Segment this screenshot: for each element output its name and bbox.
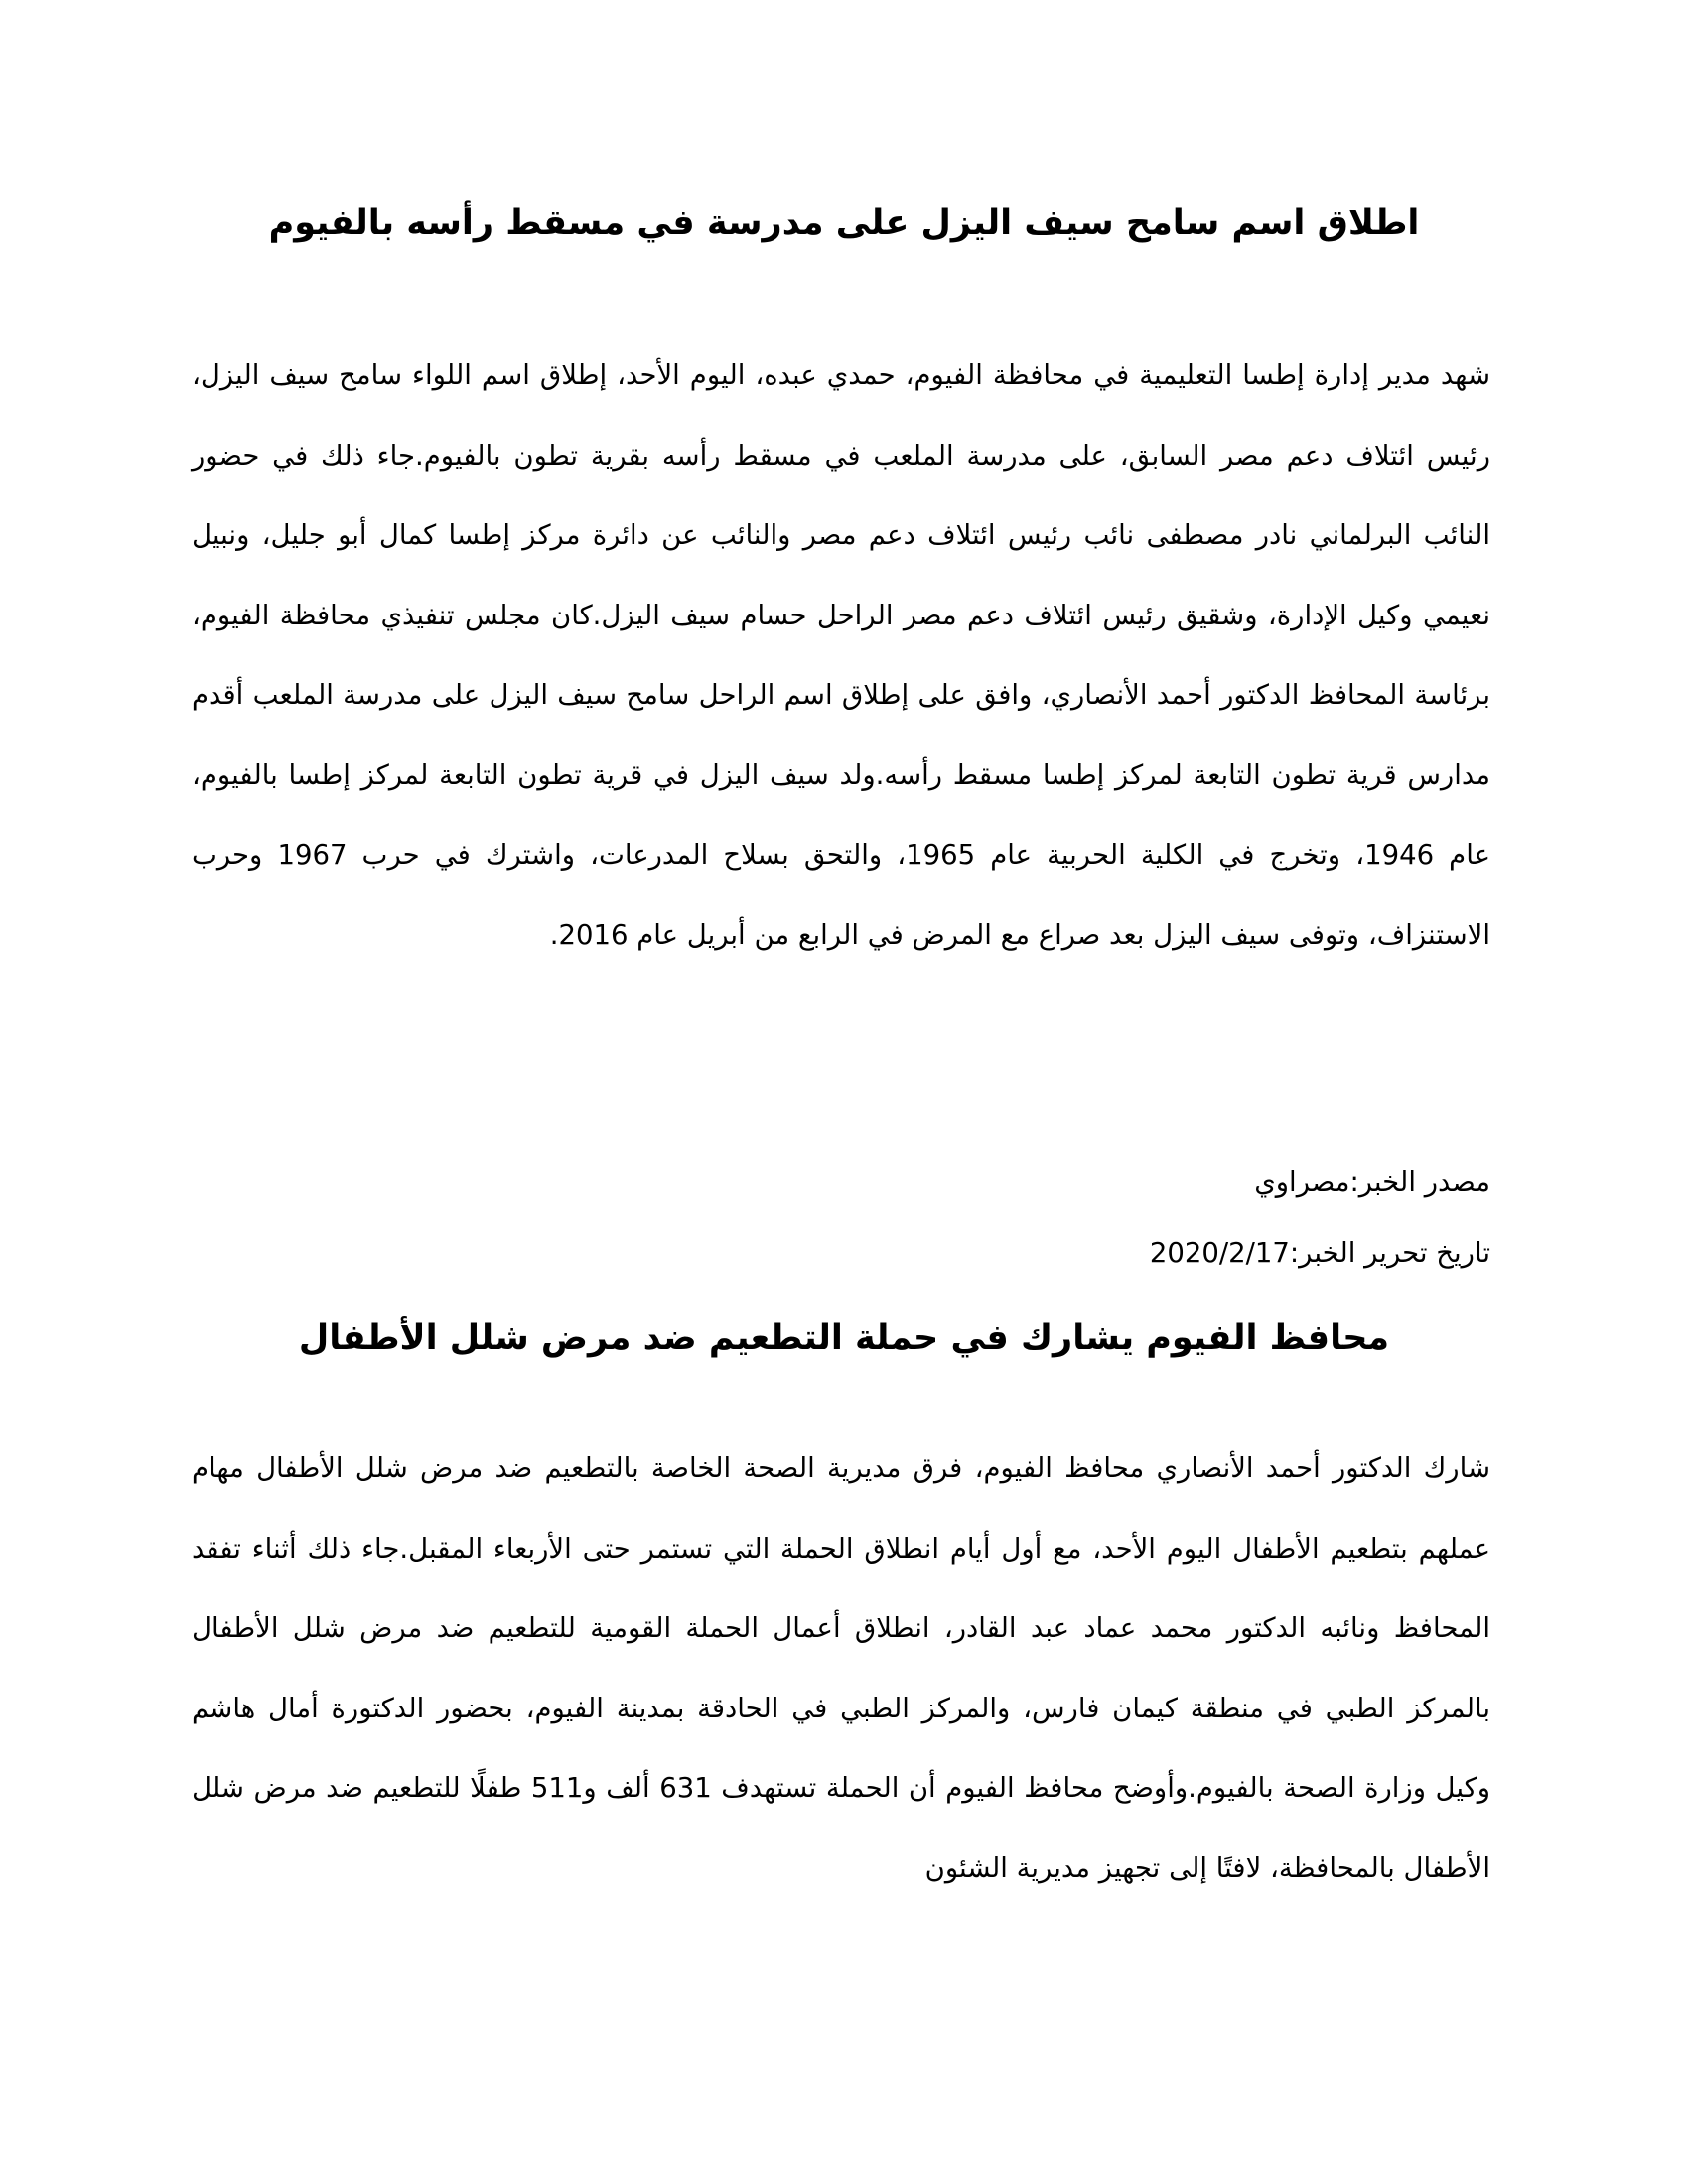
article-2-title: محافظ الفيوم يشارك في حملة التطعيم ضد مرض شلل الأطفال [298,1318,1390,1358]
article-1-source: مصدر الخبر:مصراوي [1254,1166,1490,1198]
article-1-date: تاريخ تحرير الخبر:2020/2/17 [1149,1237,1490,1269]
article-2-body: شارك الدكتور أحمد الأنصاري محافظ الفيوم، فرق مديرية الصحة الخاصة بالتطعيم ضد مرض شلل الأطفال مهام عملهم بتطعيم الأطفال اليوم الأحد، مع أول أيام انطلاق الحملة التي تستمر حتى الأربعاء المقبل.جاء ذلك أثناء تفقد المحافظ ونائبه الدكتور محمد عماد عبد القادر، انطلاق أعمال الحملة القومية للتطعيم ضد مرض شلل الأطفال بالمركز الطبي في منطقة كيمان فارس، والمركز الطبي في الحادقة بمدينة الفيوم، بحضور الدكتورة أمال هاشم وكيل وزارة الصحة بالفيوم.وأوضح محافظ الفيوم أن الحملة تستهدف 631 ألف و511 طفلًا للتطعيم ضد مرض شلل الأطفال بالمحافظة، لافتًا إلى تجهيز مديرية الشئون [192,1452,1490,1884]
article-1-title: اطلاق اسم سامح سيف اليزل على مدرسة في مسقط رأسه بالفيوم [268,204,1420,243]
article-1-body: شهد مدير إدارة إطسا التعليمية في محافظة الفيوم، حمدي عبده، اليوم الأحد، إطلاق اسم اللواء سامح سيف اليزل، رئيس ائتلاف دعم مصر السابق، على مدرسة الملعب في مسقط رأسه بقرية تطون بالفيوم.جاء ذلك في حضور النائب البرلماني نادر مصطفى نائب رئيس ائتلاف دعم مصر والنائب عن دائرة مركز إطسا كمال أبو جليل، ونبيل نعيمي وكيل الإدارة، وشقيق رئيس ائتلاف دعم مصر الراحل حسام سيف اليزل.كان مجلس تنفيذي محافظة الفيوم، برئاسة المحافظ الدكتور أحمد الأنصاري، وافق على إطلاق اسم الراحل سامح سيف اليزل على مدرسة الملعب أقدم مدارس قرية تطون التابعة لمركز إطسا مسقط رأسه.ولد سيف اليزل في قرية تطون التابعة لمركز إطسا بالفيوم، عام 1946، وتخرج في الكلية الحربية عام 1965، والتحق بسلاح المدرعات، واشترك في حرب 1967 وحرب الاستنزاف، وتوفى سيف اليزل بعد صراع مع المرض في الرابع من أبريل عام 2016. [192,359,1490,951]
